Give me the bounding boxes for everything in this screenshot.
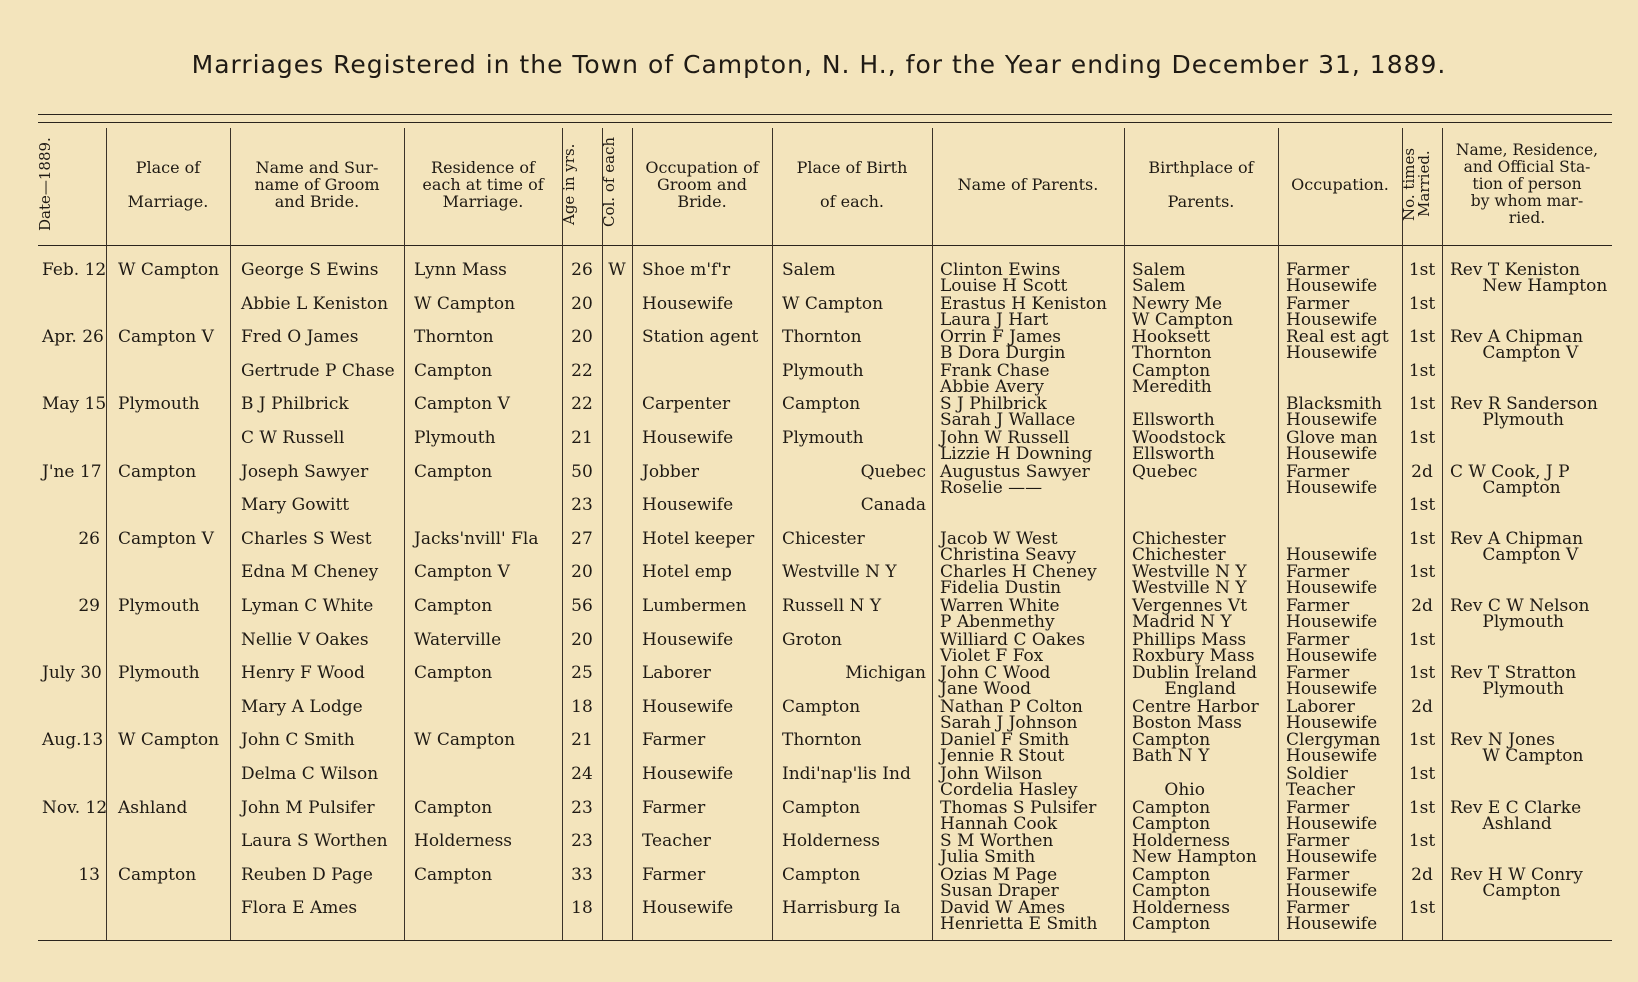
- cell-occupation: Housewife: [642, 898, 734, 918]
- column-divider: [1124, 128, 1125, 940]
- cell-parents: Augustus Sawyer Roselie ——: [940, 462, 1090, 498]
- cell-birth: Indi'nap'lis Ind: [782, 764, 911, 784]
- cell-age: 20: [571, 327, 593, 347]
- cell-parents: Daniel F Smith Jennie R Stout: [940, 730, 1070, 766]
- cell-place: W Campton: [118, 730, 220, 750]
- cell-parent-occ: Farmer Housewife: [1286, 865, 1378, 901]
- cell-parent-birth: Quebec: [1132, 462, 1198, 482]
- cell-parent-birth: Campton Meredith: [1132, 361, 1212, 397]
- cell-times: 2d: [1411, 865, 1433, 885]
- cell-parent-occ: Clergyman Housewife: [1286, 730, 1381, 766]
- cell-officiant: Rev C W Nelson Plymouth: [1450, 596, 1590, 632]
- cell-place: W Campton: [118, 260, 220, 280]
- cell-occupation: Laborer: [642, 663, 711, 683]
- cell-occupation: Shoe m'f'r: [642, 260, 731, 280]
- cell-parents: Charles H Cheney Fidelia Dustin: [940, 562, 1097, 598]
- cell-name: C W Russell: [241, 428, 345, 448]
- cell-times: 1st: [1408, 361, 1436, 381]
- cell-occupation: Farmer: [642, 730, 706, 750]
- cell-name: John C Smith: [241, 730, 355, 750]
- cell-place: Campton V: [118, 529, 214, 549]
- cell-parents: Warren White P Abenmethy: [940, 596, 1060, 632]
- cell-times: 1st: [1408, 663, 1436, 683]
- cell-name: Joseph Sawyer: [241, 462, 369, 482]
- cell-age: 23: [571, 831, 593, 851]
- cell-date: July 30: [42, 663, 102, 683]
- header-birth: Place of Birth of each.: [796, 157, 908, 211]
- column-divider: [106, 128, 107, 940]
- cell-parents: Orrin F James B Dora Durgin: [940, 327, 1066, 363]
- cell-parents: John Wilson Cordelia Hasley: [940, 764, 1078, 800]
- column-divider: [632, 128, 633, 940]
- cell-name: Delma C Wilson: [241, 764, 379, 784]
- cell-date: J'ne 17: [42, 462, 102, 482]
- cell-times: 2d: [1411, 596, 1433, 616]
- cell-parent-occ: Soldier Teacher: [1286, 764, 1355, 800]
- top-rule: [38, 114, 1612, 115]
- cell-date: Nov. 12: [42, 798, 108, 818]
- cell-date: 26: [78, 529, 100, 549]
- cell-parents: Nathan P Colton Sarah J Johnson: [940, 697, 1083, 733]
- cell-birth: Russell N Y: [782, 596, 882, 616]
- cell-residence: Campton: [414, 663, 493, 683]
- header-rule: [38, 245, 1612, 246]
- cell-residence: Jacks'nvill' Fla: [414, 529, 539, 549]
- cell-residence: Campton: [414, 361, 493, 381]
- cell-name: Abbie L Keniston: [241, 294, 389, 314]
- cell-birth: Harrisburg Ia: [782, 898, 901, 918]
- cell-name: George S Ewins: [241, 260, 379, 280]
- cell-age: 23: [571, 495, 593, 515]
- cell-place: Plymouth: [118, 663, 200, 683]
- header-place: Place of Marriage.: [127, 157, 209, 211]
- cell-residence: Campton: [414, 865, 493, 885]
- cell-age: 56: [571, 596, 593, 616]
- header-age: Age in yrs.: [560, 143, 578, 225]
- column-divider: [404, 128, 405, 940]
- cell-times: 1st: [1408, 260, 1436, 280]
- cell-color: W: [608, 260, 626, 280]
- cell-officiant: Rev T Keniston New Hampton: [1450, 260, 1608, 296]
- cell-parents: S M Worthen Julia Smith: [940, 831, 1054, 867]
- cell-birth: Thornton: [782, 730, 862, 750]
- cell-age: 27: [571, 529, 593, 549]
- cell-birth: Plymouth: [782, 428, 864, 448]
- cell-place: Campton: [118, 865, 197, 885]
- cell-name: Flora E Ames: [241, 898, 358, 918]
- cell-date: 13: [78, 865, 100, 885]
- cell-parent-birth: Campton Campton: [1132, 865, 1211, 901]
- cell-birth: Plymouth: [782, 361, 864, 381]
- cell-residence: Holderness: [414, 831, 513, 851]
- cell-parent-occ: Real est agt Housewife: [1286, 327, 1389, 363]
- cell-parent-birth: Ellsworth: [1132, 410, 1215, 430]
- cell-parent-birth: Salem Salem: [1132, 260, 1186, 296]
- cell-occupation: Housewife: [642, 294, 734, 314]
- cell-parent-birth: Dublin Ireland England: [1132, 663, 1257, 699]
- cell-parent-birth: Holderness Campton: [1132, 898, 1231, 934]
- cell-occupation: Housewife: [642, 428, 734, 448]
- cell-times: 1st: [1408, 798, 1436, 818]
- cell-parent-occ: Farmer Housewife: [1286, 260, 1378, 296]
- cell-parents: Erastus H Keniston Laura J Hart: [940, 294, 1107, 330]
- cell-birth: Thornton: [782, 327, 862, 347]
- cell-parent-occ: Laborer Housewife: [1286, 697, 1378, 733]
- cell-name: Fred O James: [241, 327, 359, 347]
- cell-parents: David W Ames Henrietta E Smith: [940, 898, 1098, 934]
- cell-parent-occ: Farmer Housewife: [1286, 562, 1378, 598]
- cell-parent-occ: Farmer Housewife: [1286, 831, 1378, 867]
- cell-age: 20: [571, 562, 593, 582]
- cell-parent-birth: Holderness New Hampton: [1132, 831, 1257, 867]
- cell-age: 20: [571, 294, 593, 314]
- cell-parent-birth: Newry Me W Campton: [1132, 294, 1234, 330]
- cell-place: Plymouth: [118, 394, 200, 414]
- cell-date: Aug.13: [42, 730, 104, 750]
- cell-occupation: Hotel keeper: [642, 529, 755, 549]
- cell-age: 21: [571, 428, 593, 448]
- cell-times: 1st: [1408, 394, 1436, 414]
- cell-occupation: Housewife: [642, 697, 734, 717]
- cell-occupation: Housewife: [642, 495, 734, 515]
- cell-parents: John W Russell Lizzie H Downing: [940, 428, 1093, 464]
- cell-occupation: Carpenter: [642, 394, 731, 414]
- cell-parents: Clinton Ewins Louise H Scott: [940, 260, 1068, 296]
- cell-occupation: Hotel emp: [642, 562, 732, 582]
- cell-residence: Campton: [414, 798, 493, 818]
- cell-occupation: Teacher: [642, 831, 711, 851]
- cell-name: Lyman C White: [241, 596, 374, 616]
- cell-name: B J Philbrick: [241, 394, 349, 414]
- cell-parent-occ: Glove man Housewife: [1286, 428, 1378, 464]
- column-divider: [1278, 128, 1279, 940]
- cell-occupation: Farmer: [642, 865, 706, 885]
- cell-name: Henry F Wood: [241, 663, 365, 683]
- cell-times: 1st: [1408, 764, 1436, 784]
- header-parent-birth: Birthplace of Parents.: [1148, 157, 1254, 211]
- cell-date: May 15: [42, 394, 107, 414]
- cell-age: 24: [571, 764, 593, 784]
- cell-name: John M Pulsifer: [241, 798, 375, 818]
- cell-residence: Campton: [414, 596, 493, 616]
- cell-parents: Williard C Oakes Violet F Fox: [940, 630, 1086, 666]
- header-residence: Residence of each at time of Marriage.: [422, 157, 544, 211]
- cell-residence: Lynn Mass: [414, 260, 507, 280]
- cell-age: 26: [571, 260, 593, 280]
- cell-occupation: Lumbermen: [642, 596, 747, 616]
- cell-parents: Ozias M Page Susan Draper: [940, 865, 1059, 901]
- cell-officiant: Rev A Chipman Campton V: [1450, 529, 1584, 565]
- cell-parent-birth: Ohio: [1164, 780, 1205, 800]
- column-divider: [602, 128, 603, 940]
- cell-place: Campton V: [118, 327, 214, 347]
- cell-birth: Chicester: [782, 529, 865, 549]
- column-divider: [230, 128, 231, 940]
- cell-parent-occ: Farmer Housewife: [1286, 596, 1378, 632]
- cell-parent-birth: Campton Bath N Y: [1132, 730, 1211, 766]
- cell-occupation: Housewife: [642, 764, 734, 784]
- cell-parents: John C Wood Jane Wood: [940, 663, 1051, 699]
- cell-parent-occ: Farmer Housewife: [1286, 294, 1378, 330]
- cell-place: Ashland: [118, 798, 188, 818]
- cell-age: 22: [571, 361, 593, 381]
- cell-birth: Campton: [782, 697, 861, 717]
- cell-place: Plymouth: [118, 596, 200, 616]
- cell-residence: Campton V: [414, 394, 510, 414]
- header-occupation: Occupation of Groom and Bride.: [645, 157, 759, 211]
- cell-name: Nellie V Oakes: [241, 630, 369, 650]
- cell-officiant: Rev A Chipman Campton V: [1450, 327, 1584, 363]
- cell-parent-birth: Centre Harbor Boston Mass: [1132, 697, 1259, 733]
- cell-parent-occ: Housewife: [1286, 545, 1378, 565]
- cell-times: 1st: [1408, 529, 1436, 549]
- cell-times: 1st: [1408, 428, 1436, 448]
- cell-officiant: Rev N Jones W Campton: [1450, 730, 1584, 766]
- cell-times: 1st: [1408, 898, 1436, 918]
- cell-occupation: Farmer: [642, 798, 706, 818]
- cell-residence: Waterville: [414, 630, 502, 650]
- header-parents: Name of Parents.: [957, 174, 1099, 194]
- cell-times: 2d: [1411, 462, 1433, 482]
- cell-residence: Campton: [414, 462, 493, 482]
- cell-occupation: Jobber: [642, 462, 700, 482]
- cell-times: 1st: [1408, 294, 1436, 314]
- header-parent-occupation: Occupation.: [1291, 174, 1389, 194]
- cell-age: 20: [571, 630, 593, 650]
- cell-date: 29: [78, 596, 100, 616]
- cell-name: Gertrude P Chase: [241, 361, 395, 381]
- cell-residence: Thornton: [414, 327, 494, 347]
- cell-officiant: C W Cook, J P Campton: [1450, 462, 1570, 498]
- cell-parents: S J Philbrick Sarah J Wallace: [940, 394, 1076, 430]
- cell-officiant: Rev R Sanderson Plymouth: [1450, 394, 1598, 430]
- cell-parent-occ: Farmer Housewife: [1286, 663, 1378, 699]
- cell-times: 1st: [1408, 630, 1436, 650]
- cell-birth: W Campton: [782, 294, 884, 314]
- cell-name: Mary Gowitt: [241, 495, 350, 515]
- bottom-rule: [38, 940, 1612, 941]
- cell-name: Laura S Worthen: [241, 831, 388, 851]
- cell-age: 18: [571, 697, 593, 717]
- cell-name: Mary A Lodge: [241, 697, 363, 717]
- cell-birth: Michigan: [845, 663, 926, 683]
- cell-age: 22: [571, 394, 593, 414]
- cell-parent-occ: Blacksmith Housewife: [1286, 394, 1382, 430]
- column-divider: [1442, 128, 1443, 940]
- cell-birth: Canada: [860, 495, 926, 515]
- cell-occupation: Housewife: [642, 630, 734, 650]
- header-color: Col. of each: [600, 136, 618, 228]
- cell-age: 23: [571, 798, 593, 818]
- cell-times: 1st: [1408, 831, 1436, 851]
- cell-parents: Thomas S Pulsifer Hannah Cook: [940, 798, 1097, 834]
- cell-times: 2d: [1411, 697, 1433, 717]
- cell-parent-birth: Vergennes Vt Madrid N Y: [1132, 596, 1248, 632]
- cell-birth: Campton: [782, 394, 861, 414]
- cell-times: 1st: [1408, 562, 1436, 582]
- cell-name: Edna M Cheney: [241, 562, 379, 582]
- cell-birth: Quebec: [860, 462, 926, 482]
- top-rule-2: [38, 122, 1612, 123]
- cell-parent-birth: Phillips Mass Roxbury Mass: [1132, 630, 1255, 666]
- cell-parent-birth: Woodstock Ellsworth: [1132, 428, 1226, 464]
- cell-age: 18: [571, 898, 593, 918]
- cell-name: Reuben D Page: [241, 865, 373, 885]
- column-divider: [772, 128, 773, 940]
- cell-parent-birth: Chichester Chichester: [1132, 529, 1226, 565]
- cell-age: 21: [571, 730, 593, 750]
- cell-birth: Holderness: [782, 831, 881, 851]
- cell-birth: Groton: [782, 630, 842, 650]
- cell-residence: W Campton: [414, 294, 516, 314]
- cell-parents: Frank Chase Abbie Avery: [940, 361, 1050, 397]
- header-times-married: No. times Married.: [1400, 147, 1433, 221]
- page-title: Marriages Registered in the Town of Campton, N. H., for the Year ending December 31, 1889.: [191, 50, 1447, 79]
- cell-parent-occ: Farmer Housewife: [1286, 462, 1378, 498]
- cell-residence: Plymouth: [414, 428, 496, 448]
- cell-occupation: Station agent: [642, 327, 759, 347]
- cell-date: Feb. 12: [42, 260, 107, 280]
- column-divider: [932, 128, 933, 940]
- cell-parents: Jacob W West Christina Seavy: [940, 529, 1077, 565]
- cell-parent-occ: Farmer Housewife: [1286, 630, 1378, 666]
- cell-birth: Westville N Y: [782, 562, 897, 582]
- header-name: Name and Sur- name of Groom and Bride.: [254, 157, 380, 211]
- cell-officiant: Rev H W Conry Campton: [1450, 865, 1583, 901]
- cell-parent-birth: Hooksett Thornton: [1132, 327, 1212, 363]
- cell-times: 1st: [1408, 730, 1436, 750]
- cell-times: 1st: [1408, 327, 1436, 347]
- cell-birth: Salem: [782, 260, 836, 280]
- cell-age: 50: [571, 462, 593, 482]
- cell-officiant: Rev T Stratton Plymouth: [1450, 663, 1577, 699]
- cell-times: 1st: [1408, 495, 1436, 515]
- cell-parent-occ: Farmer Housewife: [1286, 898, 1378, 934]
- cell-birth: Campton: [782, 798, 861, 818]
- header-officiant: Name, Residence, and Official Sta- tion of person by whom mar- ried.: [1455, 140, 1599, 227]
- cell-parent-birth: Westville N Y Westville N Y: [1132, 562, 1247, 598]
- cell-birth: Campton: [782, 865, 861, 885]
- cell-parent-birth: Campton Campton: [1132, 798, 1211, 834]
- cell-residence: Campton V: [414, 562, 510, 582]
- header-date: Date—1889.: [36, 137, 54, 231]
- cell-name: Charles S West: [241, 529, 372, 549]
- cell-residence: W Campton: [414, 730, 516, 750]
- cell-age: 25: [571, 663, 593, 683]
- cell-officiant: Rev E C Clarke Ashland: [1450, 798, 1582, 834]
- cell-place: Campton: [118, 462, 197, 482]
- cell-parent-occ: Farmer Housewife: [1286, 798, 1378, 834]
- cell-date: Apr. 26: [42, 327, 104, 347]
- cell-age: 33: [571, 865, 593, 885]
